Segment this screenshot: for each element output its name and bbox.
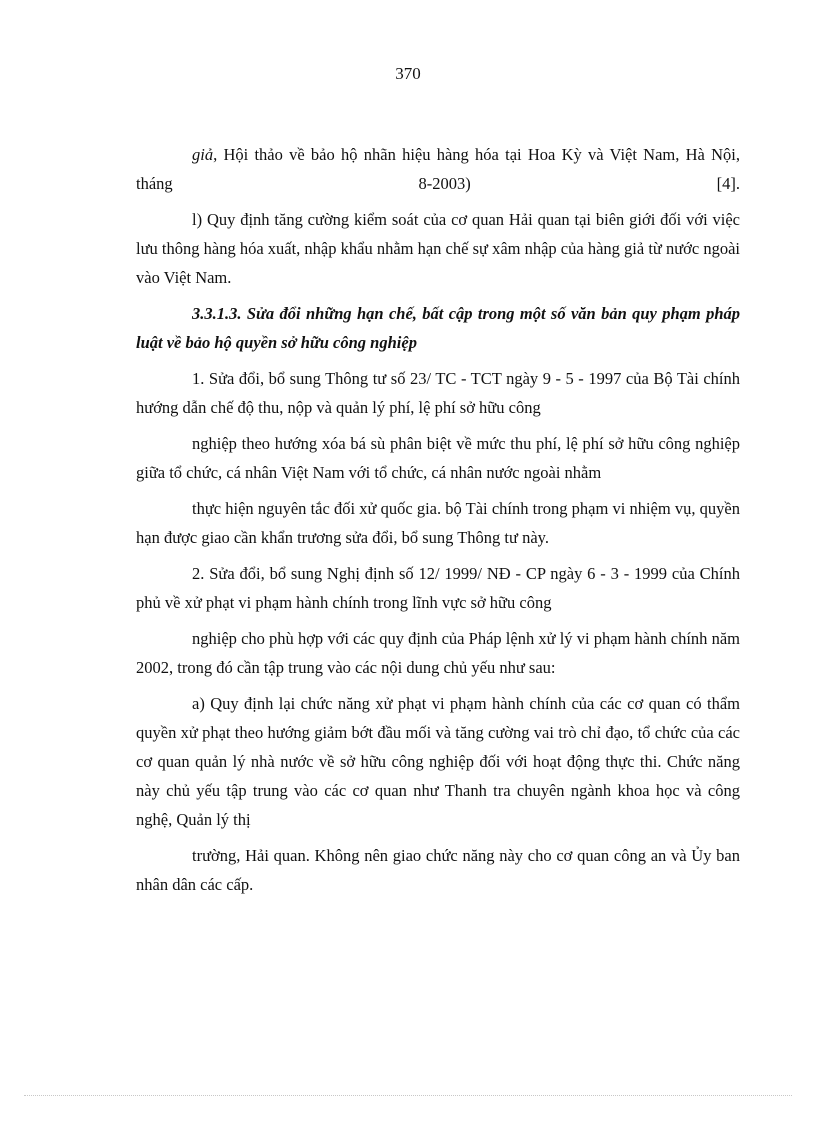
paragraph-item-2-continued: nghiệp cho phù hợp với các quy định của Pháp lệnh xử lý vi phạm hành chính năm 2002, trong đó cần tập trung vào các nội dung chủ yếu như sau: <box>136 629 740 677</box>
paragraph-citation-tail <box>136 140 740 198</box>
page-number: 370 <box>395 64 421 83</box>
paragraph-item-1: 1. Sửa đổi, bổ sung Thông tư số 23/ TC - TCT ngày 9 - 5 - 1997 của Bộ Tài chính hướng dẫn chế độ thu, nộp và quản lý phí, lệ phí sở hữu công <box>136 369 740 417</box>
page-bottom-divider <box>24 1095 792 1096</box>
paragraph-item-1-continued: nghiệp theo hướng xóa bá sù phân biệt về mức thu phí, lệ phí sở hữu công nghiệp giữa tổ chức, cá nhân Việt Nam với tổ chức, cá nhân nước ngoài nhằm <box>136 434 740 482</box>
document-body <box>136 140 740 899</box>
section-heading-3-3-1-3: 3.3.1.3. Sửa đổi những hạn chế, bất cập trong một số văn bản quy phạm pháp luật về bảo hộ quyền sở hữu công nghiệp <box>136 304 740 352</box>
paragraph-item-1-conclusion: thực hiện nguyên tắc đối xử quốc gia. bộ Tài chính trong phạm vi nhiệm vụ, quyền hạn được giao cần khẩn trương sửa đổi, bổ sung Thông tư này. <box>136 499 740 547</box>
italic-word: giả <box>192 145 214 164</box>
citation-text: , Hội thảo về bảo hộ nhãn hiệu hàng hóa tại Hoa Kỳ và Việt Nam, Hà Nội, tháng 8-2003) [4]. <box>136 145 740 193</box>
paragraph-l: l) Quy định tăng cường kiểm soát của cơ quan Hải quan tại biên giới đối với việc lưu thông hàng hóa xuất, nhập khẩu nhằm hạn chế sự xâm nhập của hàng giả từ nước ngoài vào Việt Nam. <box>136 210 740 287</box>
paragraph-item-2: 2. Sửa đổi, bổ sung Nghị định số 12/ 1999/ NĐ - CP ngày 6 - 3 - 1999 của Chính phủ về xử phạt vi phạm hành chính trong lĩnh vực sở hữu công <box>136 564 740 612</box>
paragraph-item-a: a) Quy định lại chức năng xử phạt vi phạm hành chính của các cơ quan có thẩm quyền xử phạt theo hướng giảm bớt đầu mối và tăng cường vai trò chỉ đạo, tổ chức của các cơ quan quản lý nhà nước về sở hữu công nghiệp đối với hoạt động thực thi. Chức năng này chủ yếu tập trung vào các cơ quan như Thanh tra chuyên ngành khoa học và công nghệ, Quản lý thị <box>136 694 740 829</box>
paragraph-item-a-continued: trường, Hải quan. Không nên giao chức năng này cho cơ quan công an và Ủy ban nhân dân các cấp. <box>136 846 740 894</box>
